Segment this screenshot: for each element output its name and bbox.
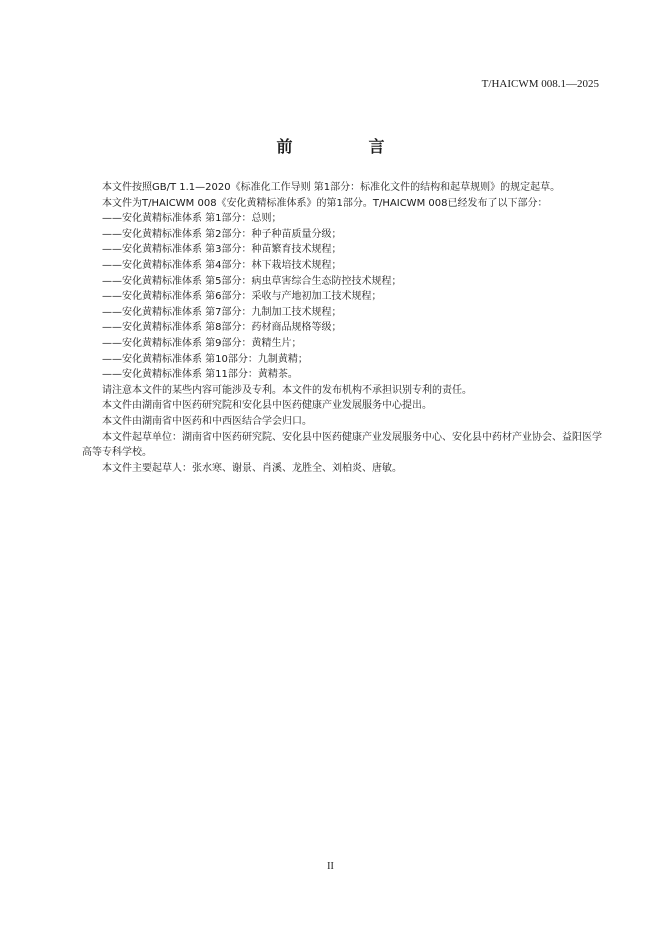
list-item: ——安化黄精标准体系 第9部分：黄精生片； (102, 337, 302, 349)
list-item: ——安化黄精标准体系 第11部分：黄精茶。 (102, 369, 298, 381)
list-item: ——安化黄精标准体系 第8部分：药材商品规格等级； (102, 322, 342, 334)
list-item: ——安化黄精标准体系 第5部分：病虫草害综合生态防控技术规程； (102, 275, 402, 287)
paragraph-drafting-basis: 本文件按照GB/T 1.1—2020《标准化工作导则 第1部分：标准化文件的结构和起草规则》的规定起草。 (102, 182, 561, 193)
document-code: T/HAICWM 008.1—2025 (481, 78, 599, 90)
list-item: ——安化黄精标准体系 第3部分：种苗繁育技术规程； (102, 244, 342, 256)
list-item: ——安化黄精标准体系 第7部分：九制加工技术规程； (102, 306, 342, 318)
list-item: ——安化黄精标准体系 第6部分：采收与产地初加工技术规程； (102, 291, 382, 303)
paragraph-patent-notice: 请注意本文件的某些内容可能涉及专利。本文件的发布机构不承担识别专利的责任。 (102, 384, 472, 396)
list-item: ——安化黄精标准体系 第4部分：林下栽培技术规程； (102, 259, 342, 271)
list-item: ——安化黄精标准体系 第2部分：种子种苗质量分级； (102, 228, 342, 240)
paragraph-drafters: 本文件主要起草人：张水寒、谢景、肖溪、龙胜全、刘柏炎、唐敏。 (102, 462, 402, 474)
paragraph-proposer: 本文件由湖南省中医药研究院和安化县中医药健康产业发展服务中心提出。 (102, 400, 432, 412)
list-item: ——安化黄精标准体系 第1部分：总则； (102, 213, 282, 225)
paragraph-part-statement: 本文件为T/HAICWM 008《安化黄精标准体系》的第1部分。T/HAICWM 008已经发布了以下部分： (102, 197, 548, 209)
document-body (82, 180, 602, 476)
page-number: II (327, 861, 334, 872)
paragraph-centralizing-unit: 本文件由湖南省中医药和中西医结合学会归口。 (102, 415, 312, 427)
page-title: 前 言 (276, 137, 415, 156)
paragraph-drafting-units: 本文件起草单位：湖南省中医药研究院、安化县中医药健康产业发展服务中心、安化县中药材产业协会、益阳医学高等专科学校。 (82, 431, 602, 459)
list-item: ——安化黄精标准体系 第10部分：九制黄精； (102, 353, 308, 365)
